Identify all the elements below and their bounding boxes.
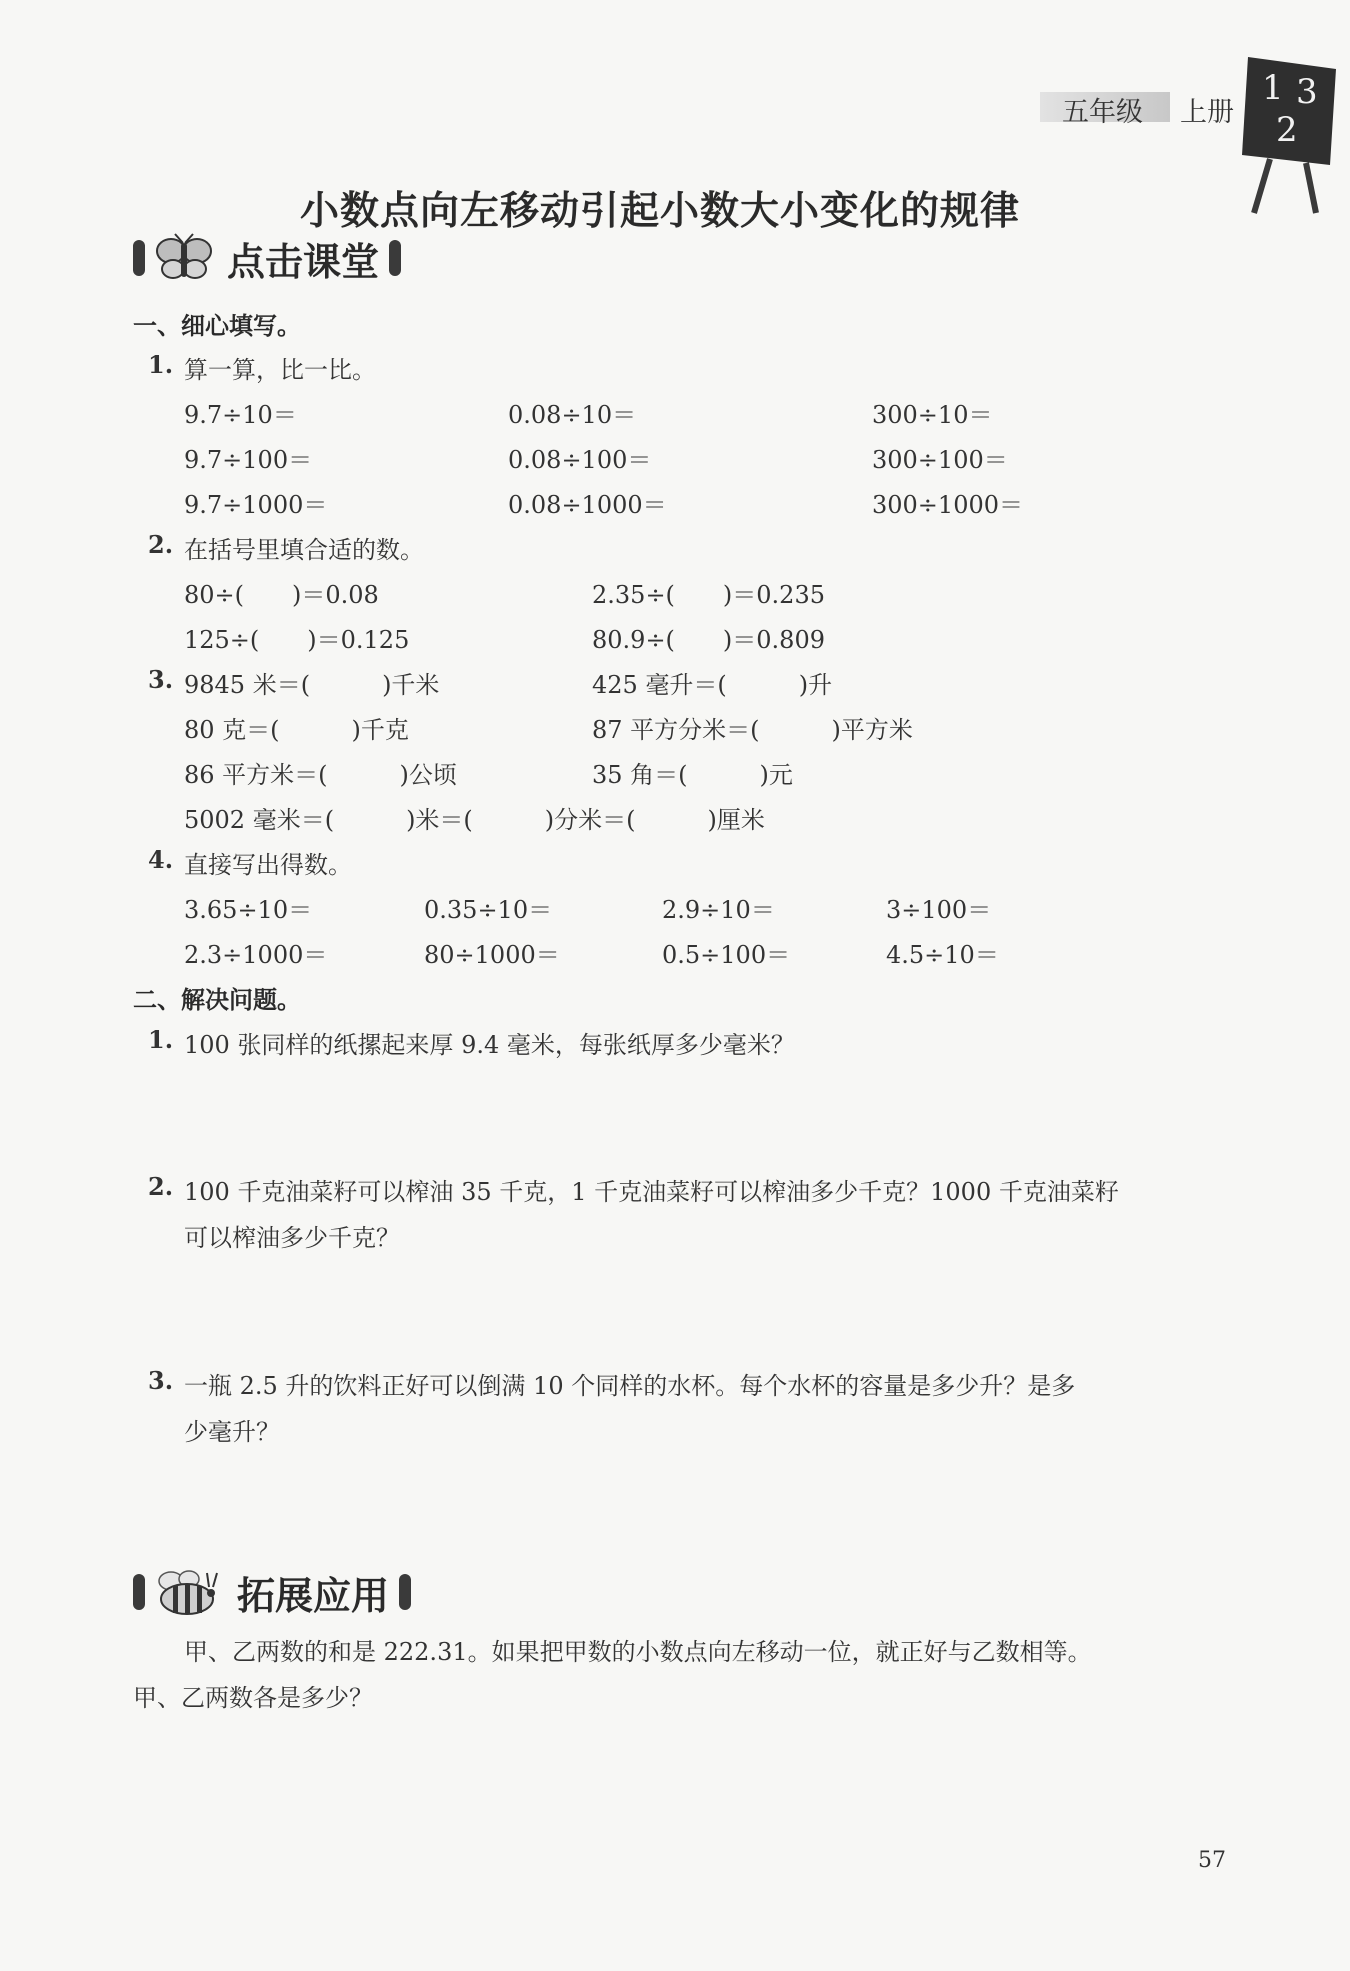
banner-extension-text: 拓展应用 xyxy=(237,1573,390,1618)
grade-label: 五年级 xyxy=(1062,97,1143,128)
q1-expr: 300÷1000＝ xyxy=(872,491,1023,519)
q1-expr: 300÷100＝ xyxy=(872,446,1008,474)
section2-heading: 二、解决问题。 xyxy=(133,986,301,1014)
board-digit-2: 3 xyxy=(1296,72,1318,112)
q4-text: 直接写出得数。 xyxy=(184,851,352,879)
q4-expr: 2.9÷10＝ xyxy=(662,896,775,924)
section1-heading: 一、细心填写。 xyxy=(133,312,301,340)
q3-expr: 9845 米＝( )千米 xyxy=(184,671,440,699)
q3-expr: 5002 毫米＝( )米＝( )分米＝( )厘米 xyxy=(184,806,765,834)
q3-expr: 86 平方米＝( )公顷 xyxy=(184,761,457,789)
bee-icon xyxy=(149,1567,229,1617)
extension-text-line1: 甲、乙两数的和是 222.31。如果把甲数的小数点向左移动一位，就正好与乙数相等。 xyxy=(184,1638,1092,1666)
volume-label: 上册 xyxy=(1180,97,1234,128)
banner-classroom xyxy=(133,236,401,284)
q4-number: 4. xyxy=(148,845,174,874)
q4-expr: 4.5÷10＝ xyxy=(886,941,999,969)
banner-right-cap xyxy=(399,1574,411,1610)
q2-number: 2. xyxy=(148,530,174,559)
p1-number: 1. xyxy=(148,1025,174,1054)
q1-expr: 9.7÷10＝ xyxy=(184,401,297,429)
butterfly-icon xyxy=(149,233,219,283)
q3-expr: 87 平方分米＝( )平方米 xyxy=(592,716,913,744)
q1-expr: 0.08÷1000＝ xyxy=(508,491,667,519)
q2-text: 在括号里填合适的数。 xyxy=(184,536,424,564)
q3-expr: 35 角＝( )元 xyxy=(592,761,793,789)
page-number: 57 xyxy=(1198,1848,1226,1873)
q1-expr: 9.7÷100＝ xyxy=(184,446,313,474)
q1-text: 算一算，比一比。 xyxy=(184,356,376,384)
q4-expr: 3÷100＝ xyxy=(886,896,992,924)
banner-left-cap xyxy=(133,240,145,276)
banner-classroom-text: 点击课堂 xyxy=(227,239,380,284)
q1-expr: 300÷10＝ xyxy=(872,401,993,429)
p3-number: 3. xyxy=(148,1366,174,1395)
q4-expr: 3.65÷10＝ xyxy=(184,896,313,924)
banner-extension xyxy=(133,1570,411,1618)
p3-text-line1: 一瓶 2.5 升的饮料正好可以倒满 10 个同样的水杯。每个水杯的容量是多少升？是多 xyxy=(184,1372,1076,1400)
page-title: 小数点向左移动引起小数大小变化的规律 xyxy=(300,189,1021,234)
q4-expr: 2.3÷1000＝ xyxy=(184,941,328,969)
q3-expr: 80 克＝( )千克 xyxy=(184,716,409,744)
p1-text: 100 张同样的纸摞起来厚 9.4 毫米，每张纸厚多少毫米？ xyxy=(184,1031,795,1059)
board-digit-3: 2 xyxy=(1276,110,1298,150)
q2-expr: 80÷( )＝0.08 xyxy=(184,581,379,609)
p3-text-line2: 少毫升？ xyxy=(184,1418,280,1446)
board-digit-1: 1 xyxy=(1262,68,1284,108)
q2-expr: 80.9÷( )＝0.809 xyxy=(592,626,825,654)
q2-expr: 2.35÷( )＝0.235 xyxy=(592,581,825,609)
p2-text-line1: 100 千克油菜籽可以榨油 35 千克，1 千克油菜籽可以榨油多少千克？1000 千克油菜籽 xyxy=(184,1178,1119,1206)
q1-expr: 0.08÷10＝ xyxy=(508,401,637,429)
p2-number: 2. xyxy=(148,1172,174,1201)
chalkboard-icon xyxy=(1240,55,1340,215)
q1-expr: 0.08÷100＝ xyxy=(508,446,652,474)
q2-expr: 125÷( )＝0.125 xyxy=(184,626,410,654)
q4-expr: 80÷1000＝ xyxy=(424,941,560,969)
q4-expr: 0.5÷100＝ xyxy=(662,941,791,969)
q1-expr: 9.7÷1000＝ xyxy=(184,491,328,519)
q3-expr: 425 毫升＝( )升 xyxy=(592,671,833,699)
q3-number: 3. xyxy=(148,665,174,694)
banner-right-cap xyxy=(389,240,401,276)
p2-text-line2: 可以榨油多少千克？ xyxy=(184,1224,400,1252)
extension-text-line2: 甲、乙两数各是多少？ xyxy=(133,1684,373,1712)
q1-number: 1. xyxy=(148,350,174,379)
banner-left-cap xyxy=(133,1574,145,1610)
q4-expr: 0.35÷10＝ xyxy=(424,896,553,924)
